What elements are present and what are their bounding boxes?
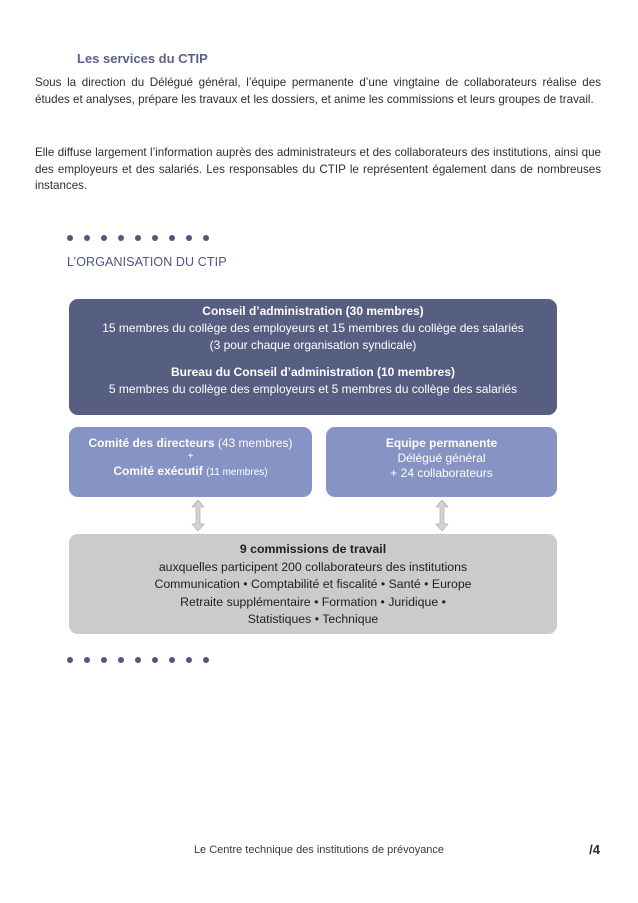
comite-plus: +	[187, 451, 194, 462]
footer-text: Le Centre technique des institutions de prévoyance	[193, 844, 445, 856]
page-number: /4	[589, 842, 600, 857]
double-arrow-icon	[191, 500, 205, 531]
comite-directeurs-box	[69, 427, 312, 497]
comite-directeurs-label: Comité des directeurs	[88, 436, 215, 450]
double-arrow-icon	[435, 500, 449, 531]
second-paragraph: Elle diffuse largement l’information auprès des administrateurs et des collaborateurs des institutions, ainsi que des employeurs et des salariés. Les responsables du CTIP le représentent également dans de nombreuses instances.	[35, 146, 601, 193]
comite-directeurs-count: (43 membres)	[217, 436, 293, 450]
bureau-line: 5 membres du collège des employeurs et 5 membres du collège des salariés	[108, 382, 518, 396]
conseil-administration-box	[69, 299, 557, 415]
equipe-permanente-box	[326, 427, 557, 497]
commissions-title: 9 commissions de travail	[239, 542, 387, 556]
section-title: Les services du CTIP	[77, 51, 208, 66]
comite-executif-count: (11 membres)	[206, 467, 268, 478]
conseil-line-2: (3 pour chaque organisation syndicale)	[209, 338, 417, 352]
equipe-title: Equipe permanente	[385, 436, 498, 450]
decorative-dots-top	[67, 235, 247, 245]
commissions-line-2: Communication • Comptabilité et fiscalité • Santé • Europe	[154, 577, 472, 591]
commissions-line-4: Statistiques • Technique	[247, 612, 379, 626]
conseil-line-1: 15 membres du collège des employeurs et 15 membres du collège des salariés	[102, 321, 524, 335]
commissions-line-1: auxquelles participent 200 collaborateurs des institutions	[158, 559, 468, 574]
comite-executif-label: Comité exécutif	[113, 464, 203, 478]
decorative-dots-bottom	[67, 657, 247, 667]
equipe-line-1: Délégué général	[397, 451, 486, 465]
commissions-line-3: Retraite supplémentaire • Formation • Juridique •	[180, 594, 446, 609]
conseil-title: Conseil d’administration (30 membres)	[202, 304, 424, 318]
equipe-line-2: + 24 collaborateurs	[390, 466, 493, 480]
organisation-heading: L’ORGANISATION DU CTIP	[67, 255, 227, 269]
commissions-box	[69, 534, 557, 634]
intro-paragraph: Sous la direction du Délégué général, l’équipe permanente d’une vingtaine de collaborateurs réalise des études et analyses, prépare les travaux et les dossiers, et anime les commissions et leurs groupes de travail.	[35, 76, 601, 106]
bureau-title: Bureau du Conseil d’administration (10 membres)	[170, 365, 456, 379]
